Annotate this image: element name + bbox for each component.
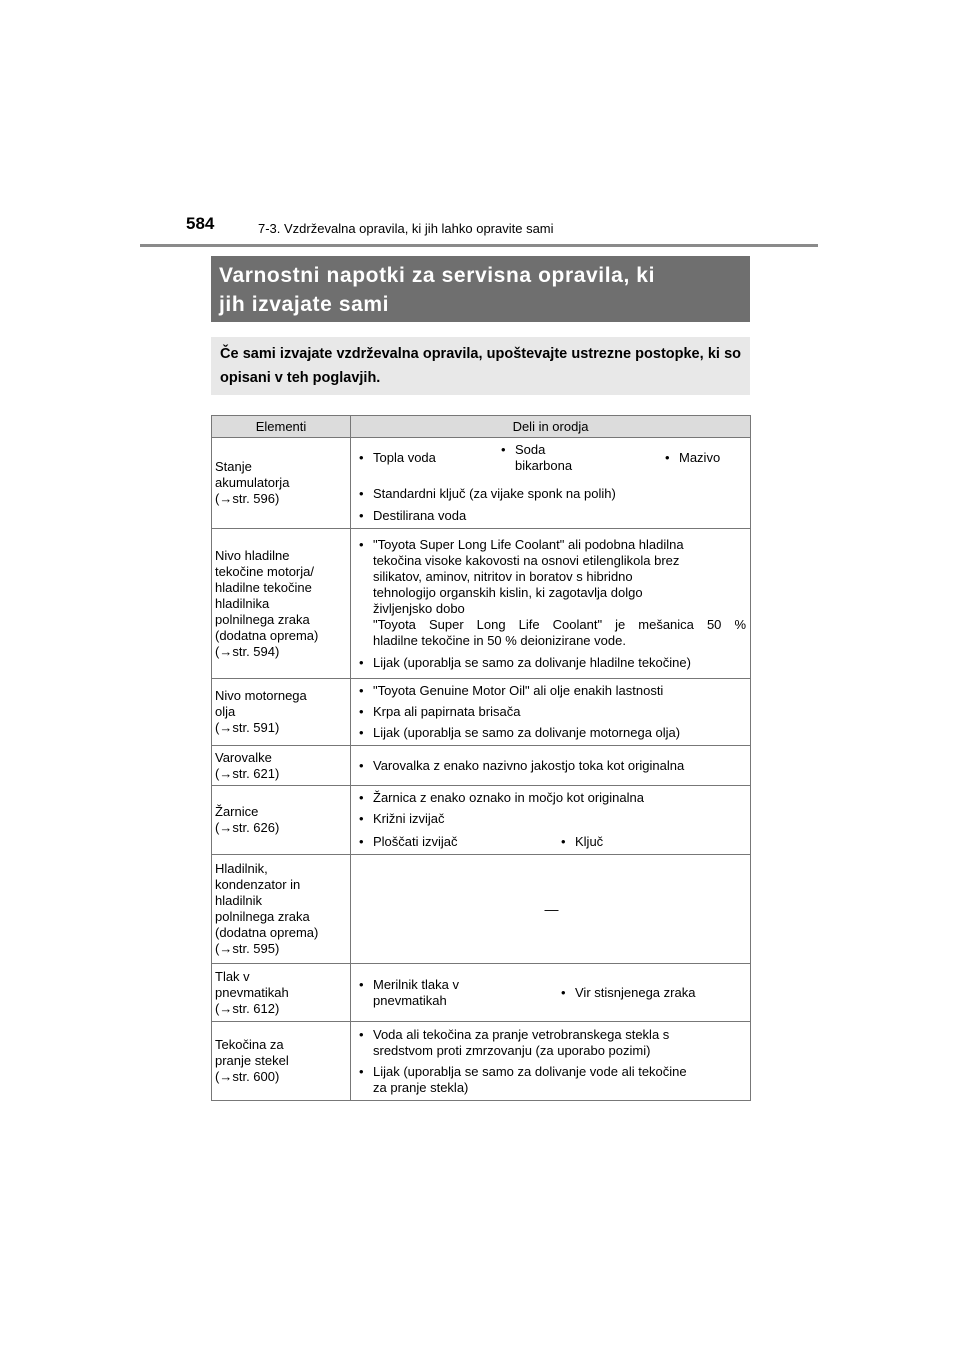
list-item: • Merilnik tlaka v pnevmatikah <box>357 977 559 1009</box>
list-item: • Lijak (uporablja se samo za dolivanje vode ali tekočine za pranje stekla) <box>357 1064 746 1096</box>
page-title-line: jih izvajate sami <box>219 293 390 316</box>
page-title <box>211 256 750 322</box>
element-label: polnilnega zraka <box>215 909 310 924</box>
parts-cell <box>351 1022 751 1101</box>
arrow-icon: → <box>219 643 233 659</box>
table-row <box>212 855 751 964</box>
page-reference[interactable]: (→str. 595) <box>215 941 280 956</box>
intro-note: Če sami izvajate vzdrževalna opravila, upoštevajte ustrezne postopke, ki so opisani v teh poglavjih. <box>211 337 750 395</box>
parts-cell <box>351 679 751 746</box>
element-label: hladilnik <box>215 893 262 908</box>
list-item: • Soda bikarbona <box>499 442 663 474</box>
page-reference[interactable]: (→str. 594) <box>215 643 280 659</box>
page-reference[interactable]: (→str. 621) <box>215 765 280 781</box>
table-row <box>212 529 751 679</box>
list-item: • Vir stisnjenega zraka <box>559 985 695 1001</box>
page-title-line: Varnostni napotki za servisna opravila, ki <box>219 264 656 287</box>
parts-inline-row <box>357 832 746 852</box>
element-label: Tekočina za <box>215 1037 284 1052</box>
element-label: Hladilnik, <box>215 861 268 876</box>
parts-cell <box>351 746 751 786</box>
list-item: • Mazivo <box>663 450 720 466</box>
list-item: • Voda ali tekočina za pranje vetrobranskega stekla s sredstvom proti zmrzovanju (za uporabo pozimi) <box>357 1027 746 1059</box>
table-row <box>212 438 751 529</box>
element-label: tekočine motorja/ <box>215 563 314 579</box>
parts-cell <box>351 786 751 855</box>
element-label: kondenzator in <box>215 877 301 892</box>
table-row <box>212 786 751 855</box>
table-row <box>212 746 751 786</box>
element-label: (dodatna oprema) <box>215 925 319 940</box>
list-item: • Ključ <box>559 834 603 850</box>
element-cell <box>212 964 351 1022</box>
element-cell <box>212 679 351 746</box>
column-header-elements: Elementi <box>212 416 351 438</box>
header-divider <box>140 244 818 247</box>
table-row <box>212 1022 751 1101</box>
list-item: • Žarnica z enako oznako in močjo kot originalna <box>357 790 746 806</box>
element-label: pranje stekel <box>215 1053 289 1068</box>
table-row <box>212 964 751 1022</box>
element-label: hladilnika <box>215 595 270 611</box>
page-reference[interactable]: (→str. 591) <box>215 720 280 735</box>
table-row <box>212 679 751 746</box>
element-label: Nivo motornega <box>215 688 307 703</box>
arrow-icon: → <box>219 941 233 956</box>
parts-inline-row <box>357 440 746 476</box>
list-item: • Destilirana voda <box>357 508 746 524</box>
element-cell <box>212 1022 351 1101</box>
arrow-icon: → <box>219 820 233 835</box>
arrow-icon: → <box>219 491 233 506</box>
element-label: Tlak v <box>215 968 250 984</box>
list-item: • Križni izvijač <box>357 811 746 827</box>
list-item: • Varovalka z enako nazivno jakostjo toka kot originalna <box>357 758 746 774</box>
element-cell <box>212 438 351 529</box>
parts-cell <box>351 438 751 529</box>
element-label: olja <box>215 704 236 719</box>
list-item: • "Toyota Genuine Motor Oil" ali olje enakih lastnosti <box>357 683 746 699</box>
element-label: Stanje <box>215 459 252 474</box>
column-header-parts: Deli in orodja <box>351 416 751 438</box>
element-label: polnilnega zraka <box>215 611 310 627</box>
parts-cell-empty: — <box>351 855 751 964</box>
list-item: • Krpa ali papirnata brisača <box>357 704 746 720</box>
page-reference[interactable]: (→str. 600) <box>215 1069 280 1084</box>
element-cell <box>212 786 351 855</box>
element-label: Žarnice <box>215 804 259 819</box>
element-label: Nivo hladilne <box>215 547 290 563</box>
arrow-icon: → <box>219 1069 233 1084</box>
page-reference[interactable]: (→str. 626) <box>215 820 280 835</box>
arrow-icon: → <box>219 1000 233 1016</box>
list-item: • Ploščati izvijač <box>357 834 559 850</box>
list-item: • Lijak (uporablja se samo za dolivanje hladilne tekočine) <box>357 655 746 671</box>
element-label: Varovalke <box>215 749 272 765</box>
arrow-icon: → <box>219 765 233 781</box>
element-cell <box>212 529 351 679</box>
element-cell <box>212 855 351 964</box>
arrow-icon: → <box>219 720 233 735</box>
parts-tools-table <box>211 415 751 1101</box>
parts-cell <box>351 964 751 1022</box>
page-reference[interactable]: (→str. 612) <box>215 1000 280 1016</box>
page-reference[interactable]: (→str. 596) <box>215 491 280 506</box>
element-cell <box>212 746 351 786</box>
page-number: 584 <box>186 214 215 233</box>
table-header-row <box>212 416 751 438</box>
parts-cell <box>351 529 751 679</box>
element-label: pnevmatikah <box>215 984 289 1000</box>
element-label: hladilne tekočine <box>215 579 312 595</box>
list-item: • Topla voda <box>357 450 499 466</box>
list-item: • Lijak (uporablja se samo za dolivanje motornega olja) <box>357 725 746 741</box>
element-label: (dodatna oprema) <box>215 627 319 643</box>
element-label: akumulatorja <box>215 475 290 490</box>
list-item: • "Toyota Super Long Life Coolant" ali podobna hladilna tekočina visoke kakovosti na osnovi etilenglikola brez silikatov, aminov, nitritov in boratov s hibridno tehnologijo organskih kislin, ki zagotavlja dolgo življenjsko dobo "Toyota Super Long Life Coolant" je mešanica 50 % hladilne tekočine in 50 % deionizirane vode. <box>357 537 746 649</box>
parts-inline-row <box>357 975 746 1011</box>
list-item: • Standardni ključ (za vijake sponk na polih) <box>357 486 746 502</box>
section-title: 7-3. Vzdrževalna opravila, ki jih lahko opravite sami <box>258 221 554 236</box>
